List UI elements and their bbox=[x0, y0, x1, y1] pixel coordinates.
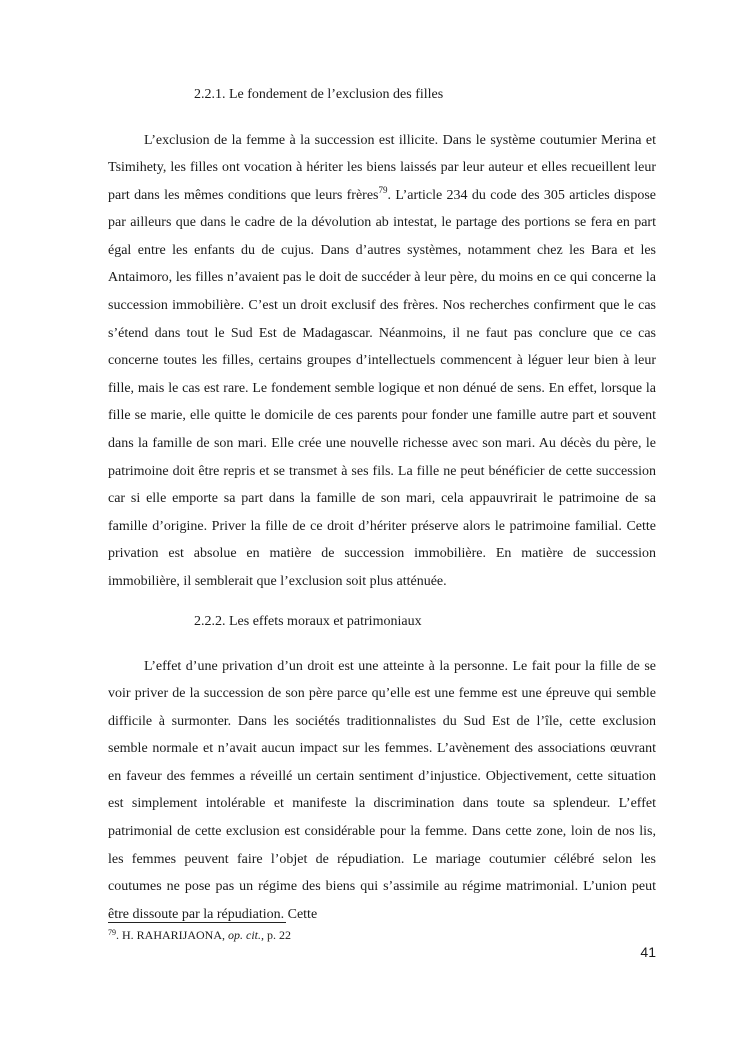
footnote-reference[interactable]: 79 bbox=[378, 184, 388, 195]
section-1-paragraph bbox=[108, 127, 656, 596]
paragraph-text-part-2: . L’article 234 du code des 305 articles dispose par ailleurs que dans le cadre de la dévolution ab intestat, le partage des portions se fera en part égal entre les enfants du de cujus. Dans d’autres systèmes, notamment chez les Bara et les Antaimoro, les filles n’avaient pas le doit de succéder à leur père, du moins en ce qui concerne la succession immobilière. C’est un droit exclusif des frères. Nos recherches confirment que le cas s’étend dans tout le Sud Est de Madagascar. Néanmoins, il ne faut pas conclure que ce cas concerne toutes les filles, certains groupes d’intellectuels commencent à léguer leur bien à leur fille, mais le cas est rare. Le fondement semble logique et non dénué de sens. En effet, lorsque la fille se marie, elle quitte le domicile de ces parents pour fonder une famille autre part et souvent dans la famille de son mari. Elle crée une nouvelle richesse avec son mari. Au décès du père, le patrimoine doit être repris et se transmet à ses fils. La fille ne peut bénéficier de cette succession car si elle emporte sa part dans la famille de son mari, cela appauvrirait le patrimoine de sa famille d’origine. Priver la fille de ce droit d’hériter préserve alors le patrimoine familial. Cette privation est absolue en matière de succession immobilière. En matière de succession immobilière, il semblerait que l’exclusion soit plus atténuée. bbox=[108, 187, 656, 589]
page-number: 41 bbox=[640, 944, 656, 960]
paragraph-text-part-1: L’exclusion de la femme à la succession est illicite. Dans le système coutumier Merina et Tsimihety, les filles ont vocation à hériter les biens laissés par leur auteur et elles recueillent leur part dans les mêmes conditions que leurs frères bbox=[108, 132, 656, 203]
footnote-number: 79 bbox=[108, 928, 116, 937]
section-heading-2-2-2: 2.2.2. Les effets moraux et patrimoniaux bbox=[194, 614, 422, 629]
footnote-prefix: . H. RAHARIJAONA, bbox=[116, 928, 229, 942]
footnote-separator bbox=[108, 922, 286, 923]
section-heading-2-2-1: 2.2.1. Le fondement de l’exclusion des filles bbox=[194, 87, 444, 102]
footnote-suffix: p. 22 bbox=[264, 928, 292, 942]
footnote bbox=[108, 928, 291, 943]
section-2-paragraph: L’effet d’une privation d’un droit est une atteinte à la personne. Le fait pour la fille de se voir priver de la succession de son père parce qu’elle est une femme est une épreuve qui semble difficile à surmonter. Dans les sociétés traditionnalistes du Sud Est de l’île, cette exclusion semble normale et n’avait aucun impact sur les femmes. L’avènement des associations œuvrant en faveur des femmes a réveillé un certain sentiment d’injustice. Objectivement, cette situation est simplement intolérable et manifeste la discrimination dans toute sa splendeur. L’effet patrimonial de cette exclusion est considérable pour la femme. Dans cette zone, loin de nos lis, les femmes peuvent faire l’objet de répudiation. Le mariage coutumier célébré selon les coutumes ne pose pas un régime des biens qui s’assimile au régime matrimonial. L’union peut être dissoute par la répudiation. Cette bbox=[108, 658, 656, 922]
footnote-italic: op. cit., bbox=[228, 928, 265, 942]
